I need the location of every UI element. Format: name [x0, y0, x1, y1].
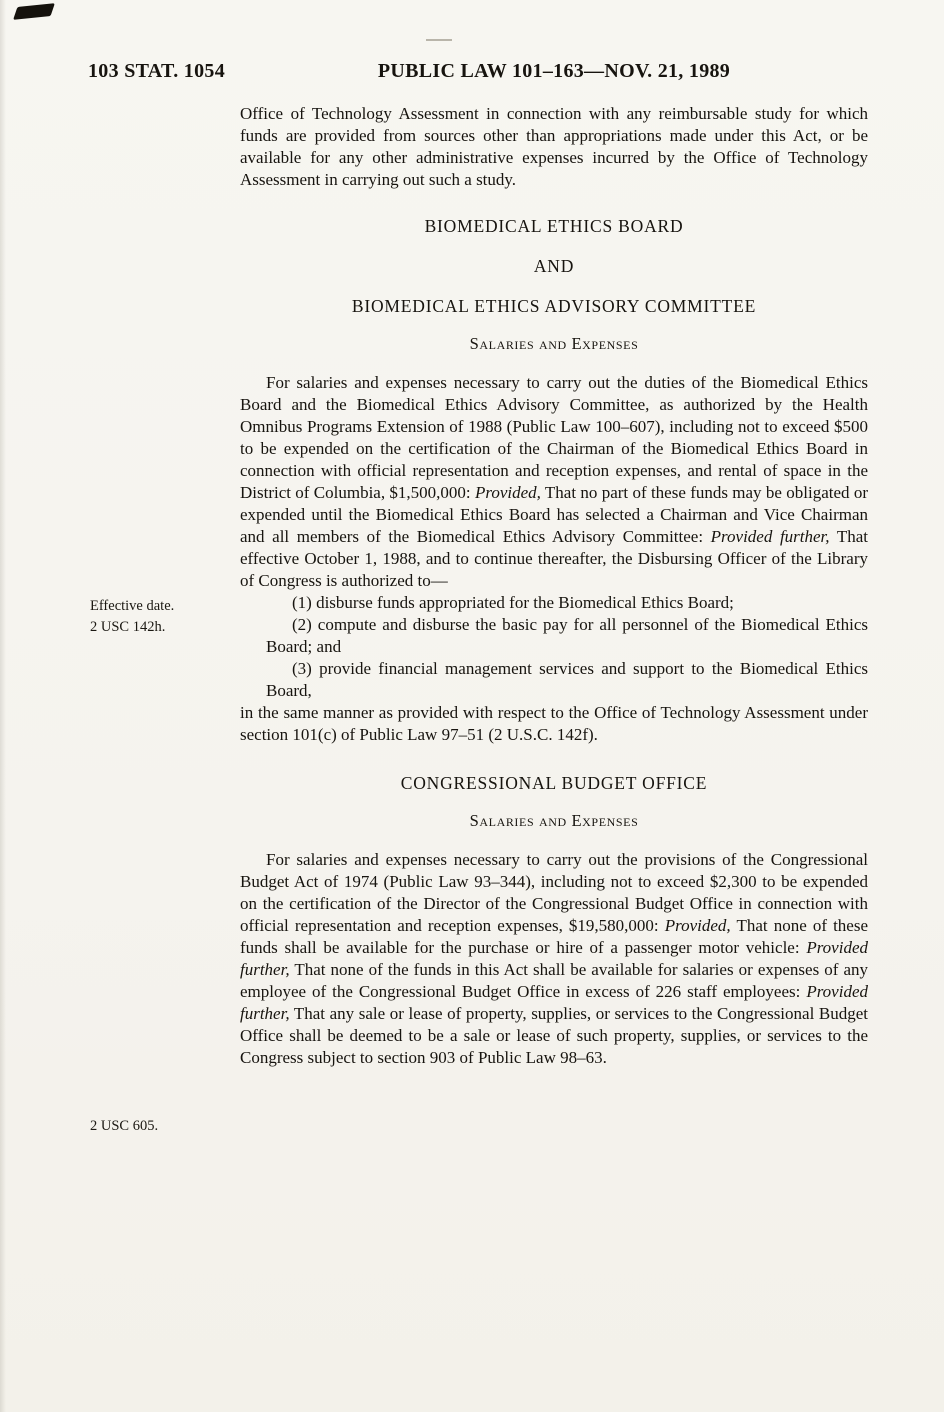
continuation-paragraph: Office of Technology Assessment in connection with any reimbursable study for which funds are provided from sources other than appropriations made under this Act, or be available for any other administrative expenses incurred by the Office of Technology Assessment in carrying out such a study. [240, 104, 868, 189]
statute-body [240, 103, 868, 1069]
biomedical-appropriation-paragraph: For salaries and expenses necessary to carry out the duties of the Biomedical Ethics Board and the Biomedical Ethics Advisory Committee, as authorized by the Health Omnibus Programs Extension of 1988 (Public Law 100–607), including not to exceed $500 to be expended on the certification of the Chairman of the Biomedical Ethics Board in connection with official representation and reception expenses, and rental of space in the District of Columbia, $1,500,000: Provided, That no part of these funds may be obligated or expended until the Biomedical Ethics Board has selected a Chairman and Vice Chairman and all members of the Biomedical Ethics Advisory Committee: Provided further, That effective October 1, 1988, and to continue thereafter, the Disbursing Officer of the Library of Congress is authorized to— [240, 373, 868, 590]
numbered-clause-2: (2) compute and disburse the basic pay for all personnel of the Biomedical Ethics Board; and [266, 615, 868, 656]
margin-note-usc-605 [90, 1116, 232, 1137]
margin-note-line-usc-605: 2 USC 605. [90, 1118, 159, 1134]
margin-note-line-usc-142h: 2 USC 142h. [90, 619, 166, 635]
cbo-appropriation-paragraph: For salaries and expenses necessary to carry out the provisions of the Congressional Budget Act of 1974 (Public Law 93–344), including not to exceed $2,300 to be expended on the certification of the Director of the Congressional Budget Office in connection with official representation and reception expenses, $19,580,000: Provided, That none of these funds shall be available for the purchase or hire of a passenger motor vehicle: Provided further, That none of the funds in this Act shall be available for salaries or expenses of any employee of the Congressional Budget Office in excess of 226 staff employees: Provided further, That any sale or lease of property, supplies, or services to the Congressional Budget Office shall be deemed to be a sale or lease of such property, supplies, or services to the Congress subject to section 903 of Public Law 98–63. [240, 850, 869, 1067]
stat-page-number: 103 STAT. 1054 [88, 60, 225, 82]
subheading-salaries-expenses-cbo: Salaries and Expenses [469, 811, 639, 830]
scan-artifact-dash [426, 39, 452, 41]
section-heading-cbo: CONGRESSIONAL BUDGET OFFICE [400, 773, 708, 793]
subheading-salaries-expenses-biomedical: Salaries and Expenses [469, 334, 639, 353]
scan-edge-shadow [0, 0, 6, 1412]
biomedical-closing-paragraph: in the same manner as provided with respect to the Office of Technology Assessment under section 101(c) of Public Law 97–51 (2 U.S.C. 142f). [240, 703, 868, 744]
numbered-clause-1: (1) disburse funds appropriated for the Biomedical Ethics Board; [292, 593, 734, 612]
section-heading-advisory-committee: BIOMEDICAL ETHICS ADVISORY COMMITTEE [351, 296, 757, 316]
section-heading-and: AND [533, 256, 575, 276]
scan-corner-mark [13, 3, 55, 20]
numbered-clause-3: (3) provide financial management services and support to the Biomedical Ethics Board, [266, 659, 868, 700]
section-heading-biomedical-board: BIOMEDICAL ETHICS BOARD [424, 216, 684, 236]
law-title: PUBLIC LAW 101–163—NOV. 21, 1989 [377, 60, 731, 82]
margin-note-effective-date [90, 596, 232, 638]
margin-note-line-effective-date: Effective date. [90, 598, 175, 614]
